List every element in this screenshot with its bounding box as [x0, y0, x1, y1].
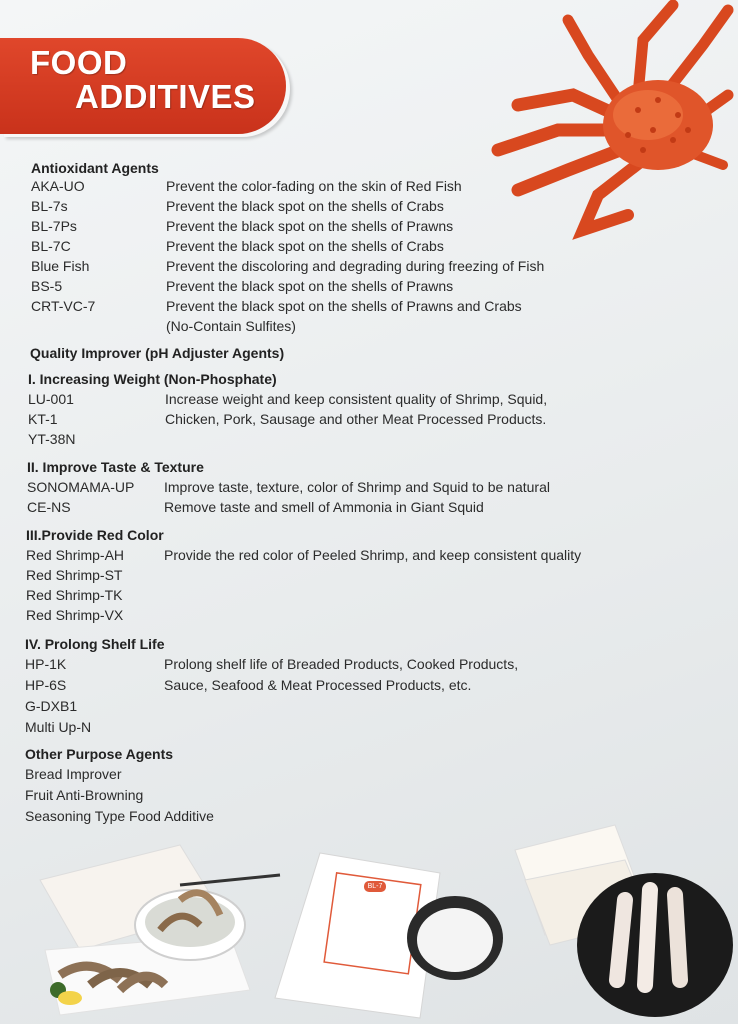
product-code: Multi Up-N: [25, 719, 92, 735]
product-description: Prevent the black spot on the shells of Crabs: [166, 238, 444, 254]
product-description: Remove taste and smell of Ammonia in Giant Squid: [164, 499, 484, 515]
product-code: Red Shrimp-VX: [26, 607, 124, 623]
shrimp-bowl-image: [30, 840, 290, 1024]
product-description: Increase weight and keep consistent quality of Shrimp, Squid,: [165, 391, 548, 407]
product-code: HP-1K: [25, 656, 67, 672]
product-description: Prolong shelf life of Breaded Products, Cooked Products,: [164, 656, 519, 672]
product-description: Improve taste, texture, color of Shrimp and Squid to be natural: [164, 479, 550, 495]
taste-heading: II. Improve Taste & Texture: [27, 459, 204, 475]
product-description: Prevent the discoloring and degrading during freezing of Fish: [166, 258, 545, 274]
product-description: Prevent the black spot on the shells of Prawns: [166, 218, 454, 234]
red-color-heading: III.Provide Red Color: [26, 527, 164, 543]
product-description: Prevent the black spot on the shells of Crabs: [166, 198, 444, 214]
product-code: CRT-VC-7: [31, 298, 96, 314]
title-line-1: FOOD: [30, 44, 128, 81]
quality-heading: Quality Improver (pH Adjuster Agents): [30, 345, 285, 361]
product-code: LU-001: [28, 391, 74, 407]
antioxidant-heading: Antioxidant Agents: [31, 160, 159, 176]
product-code: Red Shrimp-TK: [26, 587, 123, 603]
product-code: YT-38N: [28, 431, 76, 447]
product-code: BL-7C: [31, 238, 71, 254]
shelf-life-heading: IV. Prolong Shelf Life: [25, 636, 165, 652]
title-line-2: ADDITIVES: [75, 78, 256, 115]
other-agent-item: Bread Improver: [25, 766, 122, 782]
product-code: BL-7Ps: [31, 218, 77, 234]
product-bag-image: [270, 848, 510, 1024]
product-code: BS-5: [31, 278, 63, 294]
product-code: Red Shrimp-AH: [26, 547, 125, 563]
other-heading: Other Purpose Agents: [25, 746, 174, 762]
product-code: KT-1: [28, 411, 58, 427]
product-description: Prevent the black spot on the shells of Prawns and Crabs: [166, 298, 522, 314]
product-code: HP-6S: [25, 677, 67, 693]
product-code: SONOMAMA-UP: [27, 479, 135, 495]
other-agent-item: Seasoning Type Food Additive: [25, 808, 214, 824]
product-description: Chicken, Pork, Sausage and other Meat Processed Products.: [165, 411, 547, 427]
bag-label: BL-7: [364, 881, 386, 892]
other-agent-item: Fruit Anti-Browning: [25, 787, 144, 803]
product-description: Provide the red color of Peeled Shrimp, and keep consistent quality: [164, 547, 582, 563]
product-code: AKA-UO: [31, 178, 85, 194]
product-code: BL-7s: [31, 198, 68, 214]
product-description: Prevent the color-fading on the skin of Red Fish: [166, 178, 462, 194]
sulfite-note: (No-Contain Sulfites): [166, 318, 296, 334]
product-code: Blue Fish: [31, 258, 90, 274]
weight-heading: I. Increasing Weight (Non-Phosphate): [28, 371, 277, 387]
squid-plate-image: [505, 820, 738, 1024]
product-code: CE-NS: [27, 499, 71, 515]
product-code: Red Shrimp-ST: [26, 567, 123, 583]
product-description: Sauce, Seafood & Meat Processed Products, etc.: [164, 677, 472, 693]
product-code: G-DXB1: [25, 698, 78, 714]
product-description: Prevent the black spot on the shells of Prawns: [166, 278, 454, 294]
